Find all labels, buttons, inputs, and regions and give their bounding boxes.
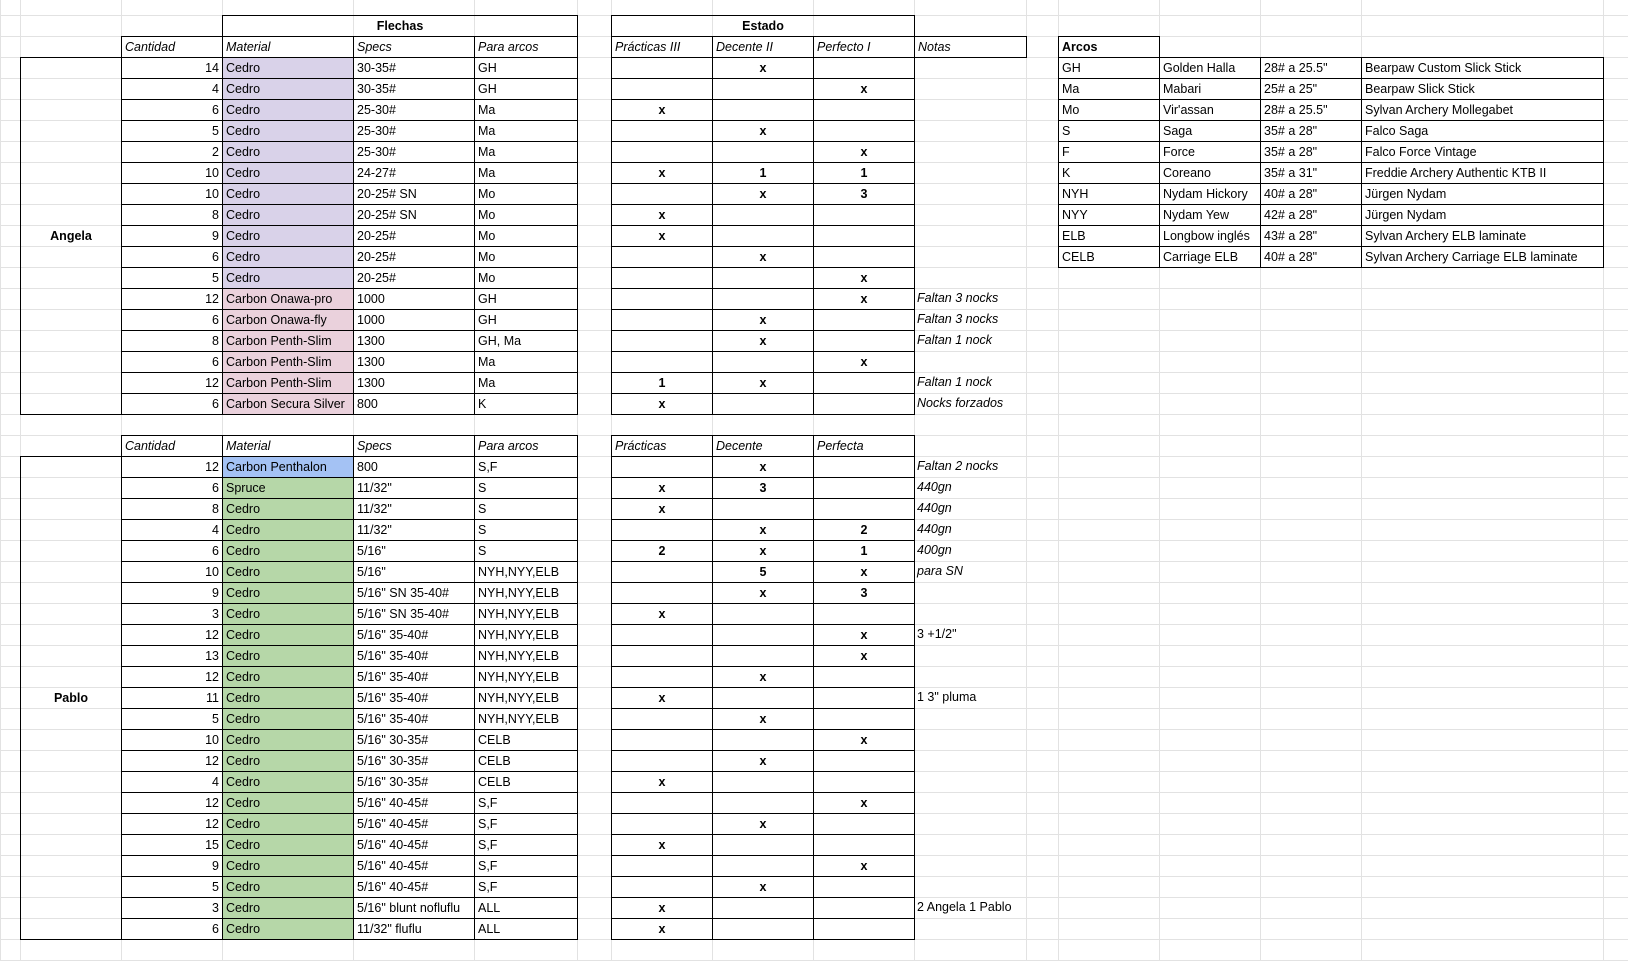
notas-cell[interactable]: 440gn xyxy=(917,480,952,494)
material-cell[interactable]: Carbon Penth-Slim xyxy=(222,330,354,352)
para-arcos-cell[interactable]: S,F xyxy=(474,792,578,814)
arco-spec-cell[interactable]: 35# a 31" xyxy=(1260,162,1362,184)
material-cell[interactable]: Cedro xyxy=(222,897,354,919)
specs-cell[interactable]: 1300 xyxy=(353,330,475,352)
estado-col-header[interactable]: Perfecta xyxy=(813,435,915,457)
specs-cell[interactable]: 30-35# xyxy=(353,57,475,79)
notas-cell[interactable]: 1 3" pluma xyxy=(917,690,977,704)
arco-code-cell[interactable]: K xyxy=(1058,162,1160,184)
cantidad-cell[interactable]: 8 xyxy=(121,498,223,520)
arco-name-cell[interactable]: Force xyxy=(1159,141,1261,163)
specs-cell[interactable]: 20-25# xyxy=(353,267,475,289)
arco-model-cell[interactable]: Sylvan Archery Mollegabet xyxy=(1361,99,1604,121)
specs-cell[interactable]: 5/16" blunt nofluflu xyxy=(353,897,475,919)
perfecto-cell[interactable]: 1 xyxy=(813,540,915,562)
cantidad-cell[interactable]: 12 xyxy=(121,813,223,835)
para-arcos-cell[interactable]: CELB xyxy=(474,771,578,793)
para-arcos-cell[interactable]: S,F xyxy=(474,813,578,835)
material-cell[interactable]: Cedro xyxy=(222,729,354,751)
material-cell[interactable]: Cedro xyxy=(222,519,354,541)
cantidad-cell[interactable]: 3 xyxy=(121,897,223,919)
practicas-cell[interactable]: x xyxy=(611,918,713,940)
cantidad-cell[interactable]: 9 xyxy=(121,855,223,877)
para-arcos-cell[interactable]: S,F xyxy=(474,834,578,856)
cantidad-cell[interactable]: 6 xyxy=(121,393,223,415)
material-cell[interactable]: Carbon Penthalon xyxy=(222,456,354,478)
perfecto-cell[interactable]: 3 xyxy=(813,582,915,604)
material-cell[interactable]: Cedro xyxy=(222,666,354,688)
para-arcos-cell[interactable]: NYH,NYY,ELB xyxy=(474,687,578,709)
perfecto-cell[interactable]: x xyxy=(813,267,915,289)
arco-name-cell[interactable]: Coreano xyxy=(1159,162,1261,184)
specs-cell[interactable]: 5/16" 40-45# xyxy=(353,792,475,814)
arcos-header[interactable]: Arcos xyxy=(1058,36,1160,58)
specs-cell[interactable]: 20-25# xyxy=(353,225,475,247)
arco-model-cell[interactable]: Sylvan Archery ELB laminate xyxy=(1361,225,1604,247)
practicas-cell[interactable]: x xyxy=(611,771,713,793)
specs-cell[interactable]: 5/16" 35-40# xyxy=(353,708,475,730)
estado-col-header[interactable]: Decente II xyxy=(712,36,814,58)
notas-cell[interactable]: 2 Angela 1 Pablo xyxy=(917,900,1012,914)
specs-cell[interactable]: 5/16" 30-35# xyxy=(353,729,475,751)
specs-cell[interactable]: 20-25# SN xyxy=(353,204,475,226)
specs-cell[interactable]: 11/32" xyxy=(353,498,475,520)
material-cell[interactable]: Cedro xyxy=(222,603,354,625)
practicas-cell[interactable]: x xyxy=(611,477,713,499)
decente-cell[interactable]: x xyxy=(712,183,814,205)
specs-cell[interactable]: 1300 xyxy=(353,351,475,373)
para-arcos-cell[interactable]: S,F xyxy=(474,456,578,478)
perfecto-cell[interactable]: x xyxy=(813,729,915,751)
practicas-cell[interactable]: x xyxy=(611,603,713,625)
material-cell[interactable]: Cedro xyxy=(222,183,354,205)
specs-cell[interactable]: 1300 xyxy=(353,372,475,394)
specs-cell[interactable]: 11/32" fluflu xyxy=(353,918,475,940)
practicas-cell[interactable]: 2 xyxy=(611,540,713,562)
para-arcos-header[interactable]: Para arcos xyxy=(474,36,578,58)
material-cell[interactable]: Cedro xyxy=(222,99,354,121)
specs-cell[interactable]: 800 xyxy=(353,393,475,415)
perfecto-cell[interactable]: x xyxy=(813,141,915,163)
practicas-cell[interactable]: x xyxy=(611,204,713,226)
cantidad-cell[interactable]: 6 xyxy=(121,99,223,121)
material-header[interactable]: Material xyxy=(222,36,354,58)
cantidad-cell[interactable]: 4 xyxy=(121,771,223,793)
material-cell[interactable]: Carbon Onawa-pro xyxy=(222,288,354,310)
para-arcos-cell[interactable]: NYH,NYY,ELB xyxy=(474,708,578,730)
specs-cell[interactable]: 5/16" xyxy=(353,540,475,562)
para-arcos-cell[interactable]: NYH,NYY,ELB xyxy=(474,624,578,646)
material-cell[interactable]: Cedro xyxy=(222,582,354,604)
para-arcos-cell[interactable]: S xyxy=(474,477,578,499)
material-cell[interactable]: Cedro xyxy=(222,918,354,940)
arco-name-cell[interactable]: Carriage ELB xyxy=(1159,246,1261,268)
cantidad-cell[interactable]: 9 xyxy=(121,582,223,604)
practicas-cell[interactable]: 1 xyxy=(611,372,713,394)
arco-code-cell[interactable]: Ma xyxy=(1058,78,1160,100)
specs-cell[interactable]: 1000 xyxy=(353,309,475,331)
decente-cell[interactable]: 5 xyxy=(712,561,814,583)
perfecto-cell[interactable]: x xyxy=(813,288,915,310)
cantidad-cell[interactable]: 12 xyxy=(121,624,223,646)
arco-code-cell[interactable]: NYY xyxy=(1058,204,1160,226)
estado-col-header[interactable]: Perfecto I xyxy=(813,36,915,58)
cantidad-header[interactable]: Cantidad xyxy=(121,36,223,58)
decente-cell[interactable]: x xyxy=(712,57,814,79)
specs-cell[interactable]: 5/16" 40-45# xyxy=(353,834,475,856)
arco-model-cell[interactable]: Jürgen Nydam xyxy=(1361,183,1604,205)
arco-code-cell[interactable]: Mo xyxy=(1058,99,1160,121)
decente-cell[interactable]: x xyxy=(712,120,814,142)
cantidad-cell[interactable]: 6 xyxy=(121,918,223,940)
para-arcos-cell[interactable]: ALL xyxy=(474,897,578,919)
specs-header[interactable]: Specs xyxy=(353,36,475,58)
specs-cell[interactable]: 5/16" 40-45# xyxy=(353,813,475,835)
cantidad-cell[interactable]: 10 xyxy=(121,183,223,205)
cantidad-cell[interactable]: 6 xyxy=(121,246,223,268)
perfecto-cell[interactable]: x xyxy=(813,561,915,583)
para-arcos-cell[interactable]: GH xyxy=(474,57,578,79)
decente-cell[interactable]: x xyxy=(712,813,814,835)
specs-cell[interactable]: 1000 xyxy=(353,288,475,310)
para-arcos-cell[interactable]: Mo xyxy=(474,246,578,268)
material-cell[interactable]: Cedro xyxy=(222,120,354,142)
notas-cell[interactable]: Faltan 3 nocks xyxy=(917,312,999,326)
para-arcos-cell[interactable]: S xyxy=(474,519,578,541)
notas-cell[interactable]: Nocks forzados xyxy=(917,396,1004,410)
para-arcos-cell[interactable]: Ma xyxy=(474,99,578,121)
cantidad-cell[interactable]: 4 xyxy=(121,78,223,100)
perfecto-cell[interactable]: x xyxy=(813,78,915,100)
perfecto-cell[interactable]: 1 xyxy=(813,162,915,184)
specs-cell[interactable]: 30-35# xyxy=(353,78,475,100)
arco-code-cell[interactable]: CELB xyxy=(1058,246,1160,268)
material-cell[interactable]: Carbon Penth-Slim xyxy=(222,372,354,394)
cantidad-cell[interactable]: 4 xyxy=(121,519,223,541)
material-cell[interactable]: Cedro xyxy=(222,771,354,793)
arco-code-cell[interactable]: ELB xyxy=(1058,225,1160,247)
pablo-name-cell[interactable]: Pablo xyxy=(20,456,122,940)
arco-name-cell[interactable]: Mabari xyxy=(1159,78,1261,100)
arco-code-cell[interactable]: NYH xyxy=(1058,183,1160,205)
cantidad-cell[interactable]: 10 xyxy=(121,561,223,583)
practicas-cell[interactable]: x xyxy=(611,498,713,520)
estado-col-header[interactable]: Prácticas III xyxy=(611,36,713,58)
arco-spec-cell[interactable]: 28# a 25.5" xyxy=(1260,57,1362,79)
cantidad-cell[interactable]: 6 xyxy=(121,477,223,499)
specs-cell[interactable]: 5/16" 30-35# xyxy=(353,750,475,772)
material-cell[interactable]: Cedro xyxy=(222,141,354,163)
para-arcos-cell[interactable]: K xyxy=(474,393,578,415)
para-arcos-cell[interactable]: Mo xyxy=(474,204,578,226)
perfecto-cell[interactable]: 2 xyxy=(813,519,915,541)
material-cell[interactable]: Cedro xyxy=(222,498,354,520)
para-arcos-cell[interactable]: Ma xyxy=(474,162,578,184)
para-arcos-cell[interactable]: S,F xyxy=(474,876,578,898)
para-arcos-cell[interactable]: NYH,NYY,ELB xyxy=(474,645,578,667)
para-arcos-cell[interactable]: Mo xyxy=(474,225,578,247)
arco-name-cell[interactable]: Nydam Yew xyxy=(1159,204,1261,226)
specs-cell[interactable]: 5/16" 40-45# xyxy=(353,855,475,877)
notas-cell[interactable]: Faltan 3 nocks xyxy=(917,291,999,305)
arco-code-cell[interactable]: GH xyxy=(1058,57,1160,79)
specs-cell[interactable]: 5/16" SN 35-40# xyxy=(353,582,475,604)
cantidad-cell[interactable]: 6 xyxy=(121,540,223,562)
perfecto-cell[interactable]: x xyxy=(813,645,915,667)
notas-cell[interactable]: 400gn xyxy=(917,543,952,557)
cantidad-cell[interactable]: 8 xyxy=(121,330,223,352)
practicas-cell[interactable]: x xyxy=(611,225,713,247)
para-arcos-cell[interactable]: GH, Ma xyxy=(474,330,578,352)
notas-cell[interactable]: 440gn xyxy=(917,501,952,515)
cantidad-cell[interactable]: 11 xyxy=(121,687,223,709)
specs-cell[interactable]: 5/16" 35-40# xyxy=(353,624,475,646)
arco-name-cell[interactable]: Longbow inglés xyxy=(1159,225,1261,247)
cantidad-cell[interactable]: 2 xyxy=(121,141,223,163)
cantidad-cell[interactable]: 6 xyxy=(121,351,223,373)
para-arcos-cell[interactable]: Ma xyxy=(474,141,578,163)
practicas-cell[interactable]: x xyxy=(611,897,713,919)
para-arcos-cell[interactable]: S xyxy=(474,540,578,562)
specs-cell[interactable]: 11/32" xyxy=(353,519,475,541)
material-cell[interactable]: Cedro xyxy=(222,708,354,730)
arco-name-cell[interactable]: Nydam Hickory xyxy=(1159,183,1261,205)
flechas-header[interactable]: Flechas xyxy=(222,15,578,37)
cantidad-cell[interactable]: 5 xyxy=(121,876,223,898)
specs-cell[interactable]: 25-30# xyxy=(353,120,475,142)
arco-model-cell[interactable]: Falco Force Vintage xyxy=(1361,141,1604,163)
notas-cell[interactable]: Faltan 2 nocks xyxy=(917,459,999,473)
decente-cell[interactable]: x xyxy=(712,540,814,562)
para-arcos-cell[interactable]: NYH,NYY,ELB xyxy=(474,603,578,625)
perfecto-cell[interactable]: x xyxy=(813,351,915,373)
cantidad-cell[interactable]: 10 xyxy=(121,162,223,184)
decente-cell[interactable]: x xyxy=(712,750,814,772)
decente-cell[interactable]: x xyxy=(712,309,814,331)
material-cell[interactable]: Cedro xyxy=(222,624,354,646)
notas-cell[interactable]: para SN xyxy=(917,564,963,578)
specs-cell[interactable]: 5/16" 35-40# xyxy=(353,666,475,688)
decente-cell[interactable]: 1 xyxy=(712,162,814,184)
arco-spec-cell[interactable]: 40# a 28" xyxy=(1260,183,1362,205)
arco-spec-cell[interactable]: 25# a 25" xyxy=(1260,78,1362,100)
cantidad-cell[interactable]: 13 xyxy=(121,645,223,667)
notas-cell[interactable]: Faltan 1 nock xyxy=(917,375,993,389)
material-cell[interactable]: Cedro xyxy=(222,246,354,268)
cantidad-header[interactable]: Cantidad xyxy=(121,435,223,457)
para-arcos-cell[interactable]: Ma xyxy=(474,351,578,373)
material-cell[interactable]: Carbon Secura Silver xyxy=(222,393,354,415)
para-arcos-cell[interactable]: NYH,NYY,ELB xyxy=(474,582,578,604)
estado-col-header[interactable]: Prácticas xyxy=(611,435,713,457)
specs-cell[interactable]: 11/32" xyxy=(353,477,475,499)
arco-name-cell[interactable]: Golden Halla xyxy=(1159,57,1261,79)
para-arcos-cell[interactable]: ALL xyxy=(474,918,578,940)
decente-cell[interactable]: x xyxy=(712,582,814,604)
arco-spec-cell[interactable]: 40# a 28" xyxy=(1260,246,1362,268)
para-arcos-cell[interactable]: Ma xyxy=(474,120,578,142)
practicas-cell[interactable]: x xyxy=(611,687,713,709)
material-cell[interactable]: Cedro xyxy=(222,540,354,562)
cantidad-cell[interactable]: 9 xyxy=(121,225,223,247)
angela-name-cell[interactable]: Angela xyxy=(20,57,122,415)
cantidad-cell[interactable]: 8 xyxy=(121,204,223,226)
material-cell[interactable]: Cedro xyxy=(222,561,354,583)
decente-cell[interactable]: x xyxy=(712,666,814,688)
cantidad-cell[interactable]: 3 xyxy=(121,603,223,625)
arco-spec-cell[interactable]: 28# a 25.5" xyxy=(1260,99,1362,121)
para-arcos-cell[interactable]: Ma xyxy=(474,372,578,394)
arco-name-cell[interactable]: Saga xyxy=(1159,120,1261,142)
material-cell[interactable]: Cedro xyxy=(222,792,354,814)
practicas-cell[interactable]: x xyxy=(611,99,713,121)
perfecto-cell[interactable]: x xyxy=(813,855,915,877)
material-cell[interactable]: Cedro xyxy=(222,78,354,100)
specs-cell[interactable]: 20-25# SN xyxy=(353,183,475,205)
material-cell[interactable]: Carbon Penth-Slim xyxy=(222,351,354,373)
material-cell[interactable]: Cedro xyxy=(222,813,354,835)
specs-cell[interactable]: 24-27# xyxy=(353,162,475,184)
arco-model-cell[interactable]: Freddie Archery Authentic KTB II xyxy=(1361,162,1604,184)
para-arcos-cell[interactable]: S xyxy=(474,498,578,520)
cantidad-cell[interactable]: 14 xyxy=(121,57,223,79)
decente-cell[interactable]: x xyxy=(712,456,814,478)
perfecto-cell[interactable]: x xyxy=(813,792,915,814)
cantidad-cell[interactable]: 15 xyxy=(121,834,223,856)
material-header[interactable]: Material xyxy=(222,435,354,457)
arco-spec-cell[interactable]: 43# a 28" xyxy=(1260,225,1362,247)
para-arcos-cell[interactable]: GH xyxy=(474,288,578,310)
specs-cell[interactable]: 5/16" 35-40# xyxy=(353,687,475,709)
cantidad-cell[interactable]: 5 xyxy=(121,120,223,142)
arco-code-cell[interactable]: F xyxy=(1058,141,1160,163)
arco-model-cell[interactable]: Jürgen Nydam xyxy=(1361,204,1604,226)
material-cell[interactable]: Cedro xyxy=(222,225,354,247)
material-cell[interactable]: Cedro xyxy=(222,687,354,709)
estado-col-header[interactable]: Decente xyxy=(712,435,814,457)
perfecto-cell[interactable]: x xyxy=(813,624,915,646)
specs-cell[interactable]: 5/16" 40-45# xyxy=(353,876,475,898)
decente-cell[interactable]: x xyxy=(712,876,814,898)
arco-model-cell[interactable]: Falco Saga xyxy=(1361,120,1604,142)
specs-cell[interactable]: 25-30# xyxy=(353,141,475,163)
arco-model-cell[interactable]: Bearpaw Slick Stick xyxy=(1361,78,1604,100)
specs-header[interactable]: Specs xyxy=(353,435,475,457)
specs-cell[interactable]: 25-30# xyxy=(353,99,475,121)
cantidad-cell[interactable]: 12 xyxy=(121,750,223,772)
cantidad-cell[interactable]: 5 xyxy=(121,708,223,730)
para-arcos-header[interactable]: Para arcos xyxy=(474,435,578,457)
para-arcos-cell[interactable]: NYH,NYY,ELB xyxy=(474,666,578,688)
arco-spec-cell[interactable]: 35# a 28" xyxy=(1260,141,1362,163)
practicas-cell[interactable]: x xyxy=(611,162,713,184)
cantidad-cell[interactable]: 6 xyxy=(121,309,223,331)
cantidad-cell[interactable]: 12 xyxy=(121,288,223,310)
practicas-cell[interactable]: x xyxy=(611,393,713,415)
cantidad-cell[interactable]: 5 xyxy=(121,267,223,289)
arco-model-cell[interactable]: Bearpaw Custom Slick Stick xyxy=(1361,57,1604,79)
material-cell[interactable]: Spruce xyxy=(222,477,354,499)
perfecto-cell[interactable]: 3 xyxy=(813,183,915,205)
decente-cell[interactable]: 3 xyxy=(712,477,814,499)
material-cell[interactable]: Cedro xyxy=(222,162,354,184)
material-cell[interactable]: Carbon Onawa-fly xyxy=(222,309,354,331)
practicas-cell[interactable]: x xyxy=(611,834,713,856)
cantidad-cell[interactable]: 12 xyxy=(121,792,223,814)
material-cell[interactable]: Cedro xyxy=(222,204,354,226)
para-arcos-cell[interactable]: Mo xyxy=(474,183,578,205)
para-arcos-cell[interactable]: CELB xyxy=(474,729,578,751)
cantidad-cell[interactable]: 12 xyxy=(121,372,223,394)
specs-cell[interactable]: 20-25# xyxy=(353,246,475,268)
notas-header[interactable]: Notas xyxy=(914,36,1027,58)
cantidad-cell[interactable]: 12 xyxy=(121,666,223,688)
para-arcos-cell[interactable]: S,F xyxy=(474,855,578,877)
material-cell[interactable]: Cedro xyxy=(222,57,354,79)
para-arcos-cell[interactable]: NYH,NYY,ELB xyxy=(474,561,578,583)
material-cell[interactable]: Cedro xyxy=(222,267,354,289)
arco-spec-cell[interactable]: 42# a 28" xyxy=(1260,204,1362,226)
material-cell[interactable]: Cedro xyxy=(222,876,354,898)
notas-cell[interactable]: 3 +1/2" xyxy=(917,627,957,641)
specs-cell[interactable]: 5/16" xyxy=(353,561,475,583)
arco-model-cell[interactable]: Sylvan Archery Carriage ELB laminate xyxy=(1361,246,1604,268)
arco-spec-cell[interactable]: 35# a 28" xyxy=(1260,120,1362,142)
para-arcos-cell[interactable]: Mo xyxy=(474,267,578,289)
material-cell[interactable]: Cedro xyxy=(222,834,354,856)
specs-cell[interactable]: 5/16" SN 35-40# xyxy=(353,603,475,625)
material-cell[interactable]: Cedro xyxy=(222,750,354,772)
arco-code-cell[interactable]: S xyxy=(1058,120,1160,142)
specs-cell[interactable]: 5/16" 30-35# xyxy=(353,771,475,793)
para-arcos-cell[interactable]: GH xyxy=(474,309,578,331)
cantidad-cell[interactable]: 12 xyxy=(121,456,223,478)
arco-name-cell[interactable]: Vir'assan xyxy=(1159,99,1261,121)
material-cell[interactable]: Cedro xyxy=(222,855,354,877)
decente-cell[interactable]: x xyxy=(712,519,814,541)
decente-cell[interactable]: x xyxy=(712,708,814,730)
notas-cell[interactable]: Faltan 1 nock xyxy=(917,333,993,347)
para-arcos-cell[interactable]: CELB xyxy=(474,750,578,772)
decente-cell[interactable]: x xyxy=(712,330,814,352)
estado-header[interactable]: Estado xyxy=(611,15,915,37)
decente-cell[interactable]: x xyxy=(712,246,814,268)
specs-cell[interactable]: 800 xyxy=(353,456,475,478)
specs-cell[interactable]: 5/16" 35-40# xyxy=(353,645,475,667)
notas-cell[interactable]: 440gn xyxy=(917,522,952,536)
cantidad-cell[interactable]: 10 xyxy=(121,729,223,751)
para-arcos-cell[interactable]: GH xyxy=(474,78,578,100)
decente-cell[interactable]: x xyxy=(712,372,814,394)
material-cell[interactable]: Cedro xyxy=(222,645,354,667)
